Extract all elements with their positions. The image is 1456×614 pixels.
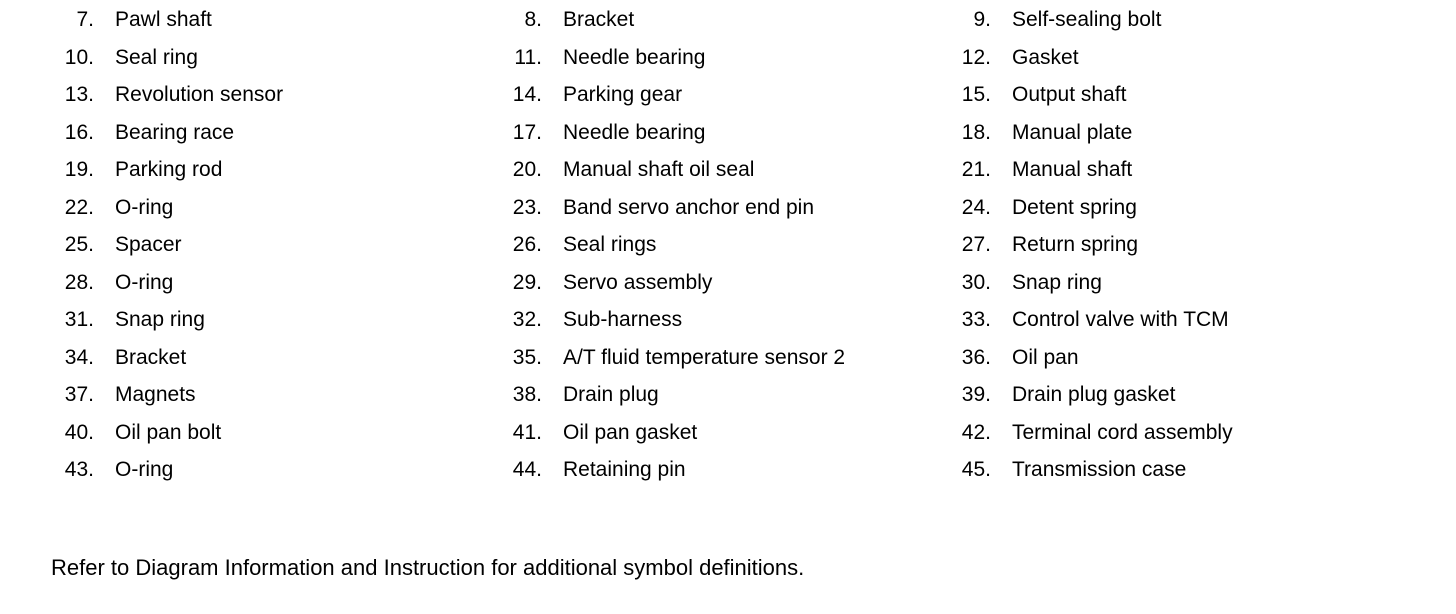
part-name: Parking rod (115, 158, 223, 181)
part-name: Control valve with TCM (1012, 308, 1229, 331)
part-name: Bracket (563, 8, 635, 31)
parts-row (0, 301, 1456, 338)
part-name: Oil pan gasket (563, 420, 698, 444)
part-number: 41. (512, 420, 542, 444)
part-number: 45. (961, 458, 991, 481)
part-name: Retaining pin (563, 458, 686, 481)
part-number: 12. (961, 45, 991, 69)
part-name: Sub-harness (563, 308, 683, 331)
part-number: 33. (961, 308, 991, 331)
part-number: 42. (961, 420, 991, 444)
part-name: Transmission case (1012, 458, 1187, 481)
part-name: Bracket (115, 345, 187, 369)
part-name: Pawl shaft (115, 8, 212, 31)
part-name: Manual shaft (1012, 158, 1133, 181)
part-name: Seal ring (115, 45, 198, 69)
part-number: 25. (64, 233, 94, 256)
part-number: 30. (961, 270, 991, 294)
part-number: 7. (76, 8, 94, 31)
parts-row (0, 376, 1456, 413)
parts-row (0, 226, 1456, 263)
footer-note: Refer to Diagram Information and Instruction for additional symbol definitions. (51, 555, 805, 580)
part-name: Bearing race (115, 120, 235, 144)
part-number: 14. (512, 83, 542, 106)
part-name: Snap ring (115, 308, 205, 331)
part-name: Detent spring (1012, 195, 1137, 219)
part-number: 29. (512, 270, 542, 294)
part-name: Drain plug gasket (1012, 383, 1176, 406)
part-name: Self-sealing bolt (1012, 8, 1162, 31)
part-name: A/T fluid temperature sensor 2 (563, 345, 846, 369)
parts-row (0, 414, 1456, 451)
part-name: Servo assembly (563, 270, 713, 294)
parts-row (0, 1, 1456, 38)
parts-row (0, 451, 1456, 488)
part-number: 35. (512, 345, 542, 369)
part-name: Revolution sensor (115, 83, 284, 106)
part-number: 43. (64, 458, 94, 481)
part-number: 37. (64, 383, 94, 406)
part-number: 40. (64, 420, 94, 444)
part-name: Oil pan (1012, 345, 1079, 369)
part-number: 21. (961, 158, 991, 181)
part-number: 22. (64, 195, 94, 219)
part-name: O-ring (115, 195, 174, 219)
part-number: 18. (961, 120, 991, 144)
part-number: 11. (514, 45, 542, 69)
part-number: 36. (961, 345, 991, 369)
part-number: 27. (961, 233, 991, 256)
part-number: 15. (961, 83, 991, 106)
part-name: Output shaft (1012, 83, 1127, 106)
parts-row (0, 189, 1456, 226)
part-number: 16. (64, 120, 94, 144)
part-number: 39. (961, 383, 991, 406)
part-name: Manual shaft oil seal (563, 158, 755, 181)
parts-row (0, 339, 1456, 376)
part-number: 26. (512, 233, 542, 256)
part-name: Snap ring (1012, 270, 1102, 294)
part-number: 38. (512, 383, 542, 406)
part-number: 32. (512, 308, 542, 331)
part-name: Seal rings (563, 233, 657, 256)
part-name: O-ring (115, 270, 174, 294)
part-name: Oil pan bolt (115, 420, 222, 444)
part-number: 13. (64, 83, 94, 106)
part-name: Spacer (115, 233, 182, 256)
part-name: Return spring (1012, 233, 1139, 256)
part-number: 28. (64, 270, 94, 294)
part-number: 17. (512, 120, 542, 144)
part-name: Drain plug (563, 383, 659, 406)
part-name: Manual plate (1012, 120, 1133, 144)
part-number: 19. (64, 158, 94, 181)
part-name: Magnets (115, 383, 196, 406)
part-number: 9. (973, 8, 991, 31)
part-number: 34. (64, 345, 94, 369)
parts-row (0, 151, 1456, 188)
part-number: 20. (512, 158, 542, 181)
part-name: Band servo anchor end pin (563, 195, 815, 219)
part-name: Terminal cord assembly (1012, 420, 1233, 444)
part-number: 23. (512, 195, 542, 219)
part-number: 44. (512, 458, 542, 481)
parts-row (0, 264, 1456, 301)
parts-row (0, 114, 1456, 151)
part-name: Needle bearing (563, 120, 706, 144)
part-number: 31. (64, 308, 94, 331)
part-number: 24. (961, 195, 991, 219)
parts-row (0, 39, 1456, 76)
part-name: Gasket (1012, 45, 1079, 69)
part-name: Parking gear (563, 83, 683, 106)
part-number: 10. (64, 45, 94, 69)
parts-row (0, 76, 1456, 113)
part-name: Needle bearing (563, 45, 706, 69)
part-name: O-ring (115, 458, 174, 481)
part-number: 8. (524, 8, 542, 31)
